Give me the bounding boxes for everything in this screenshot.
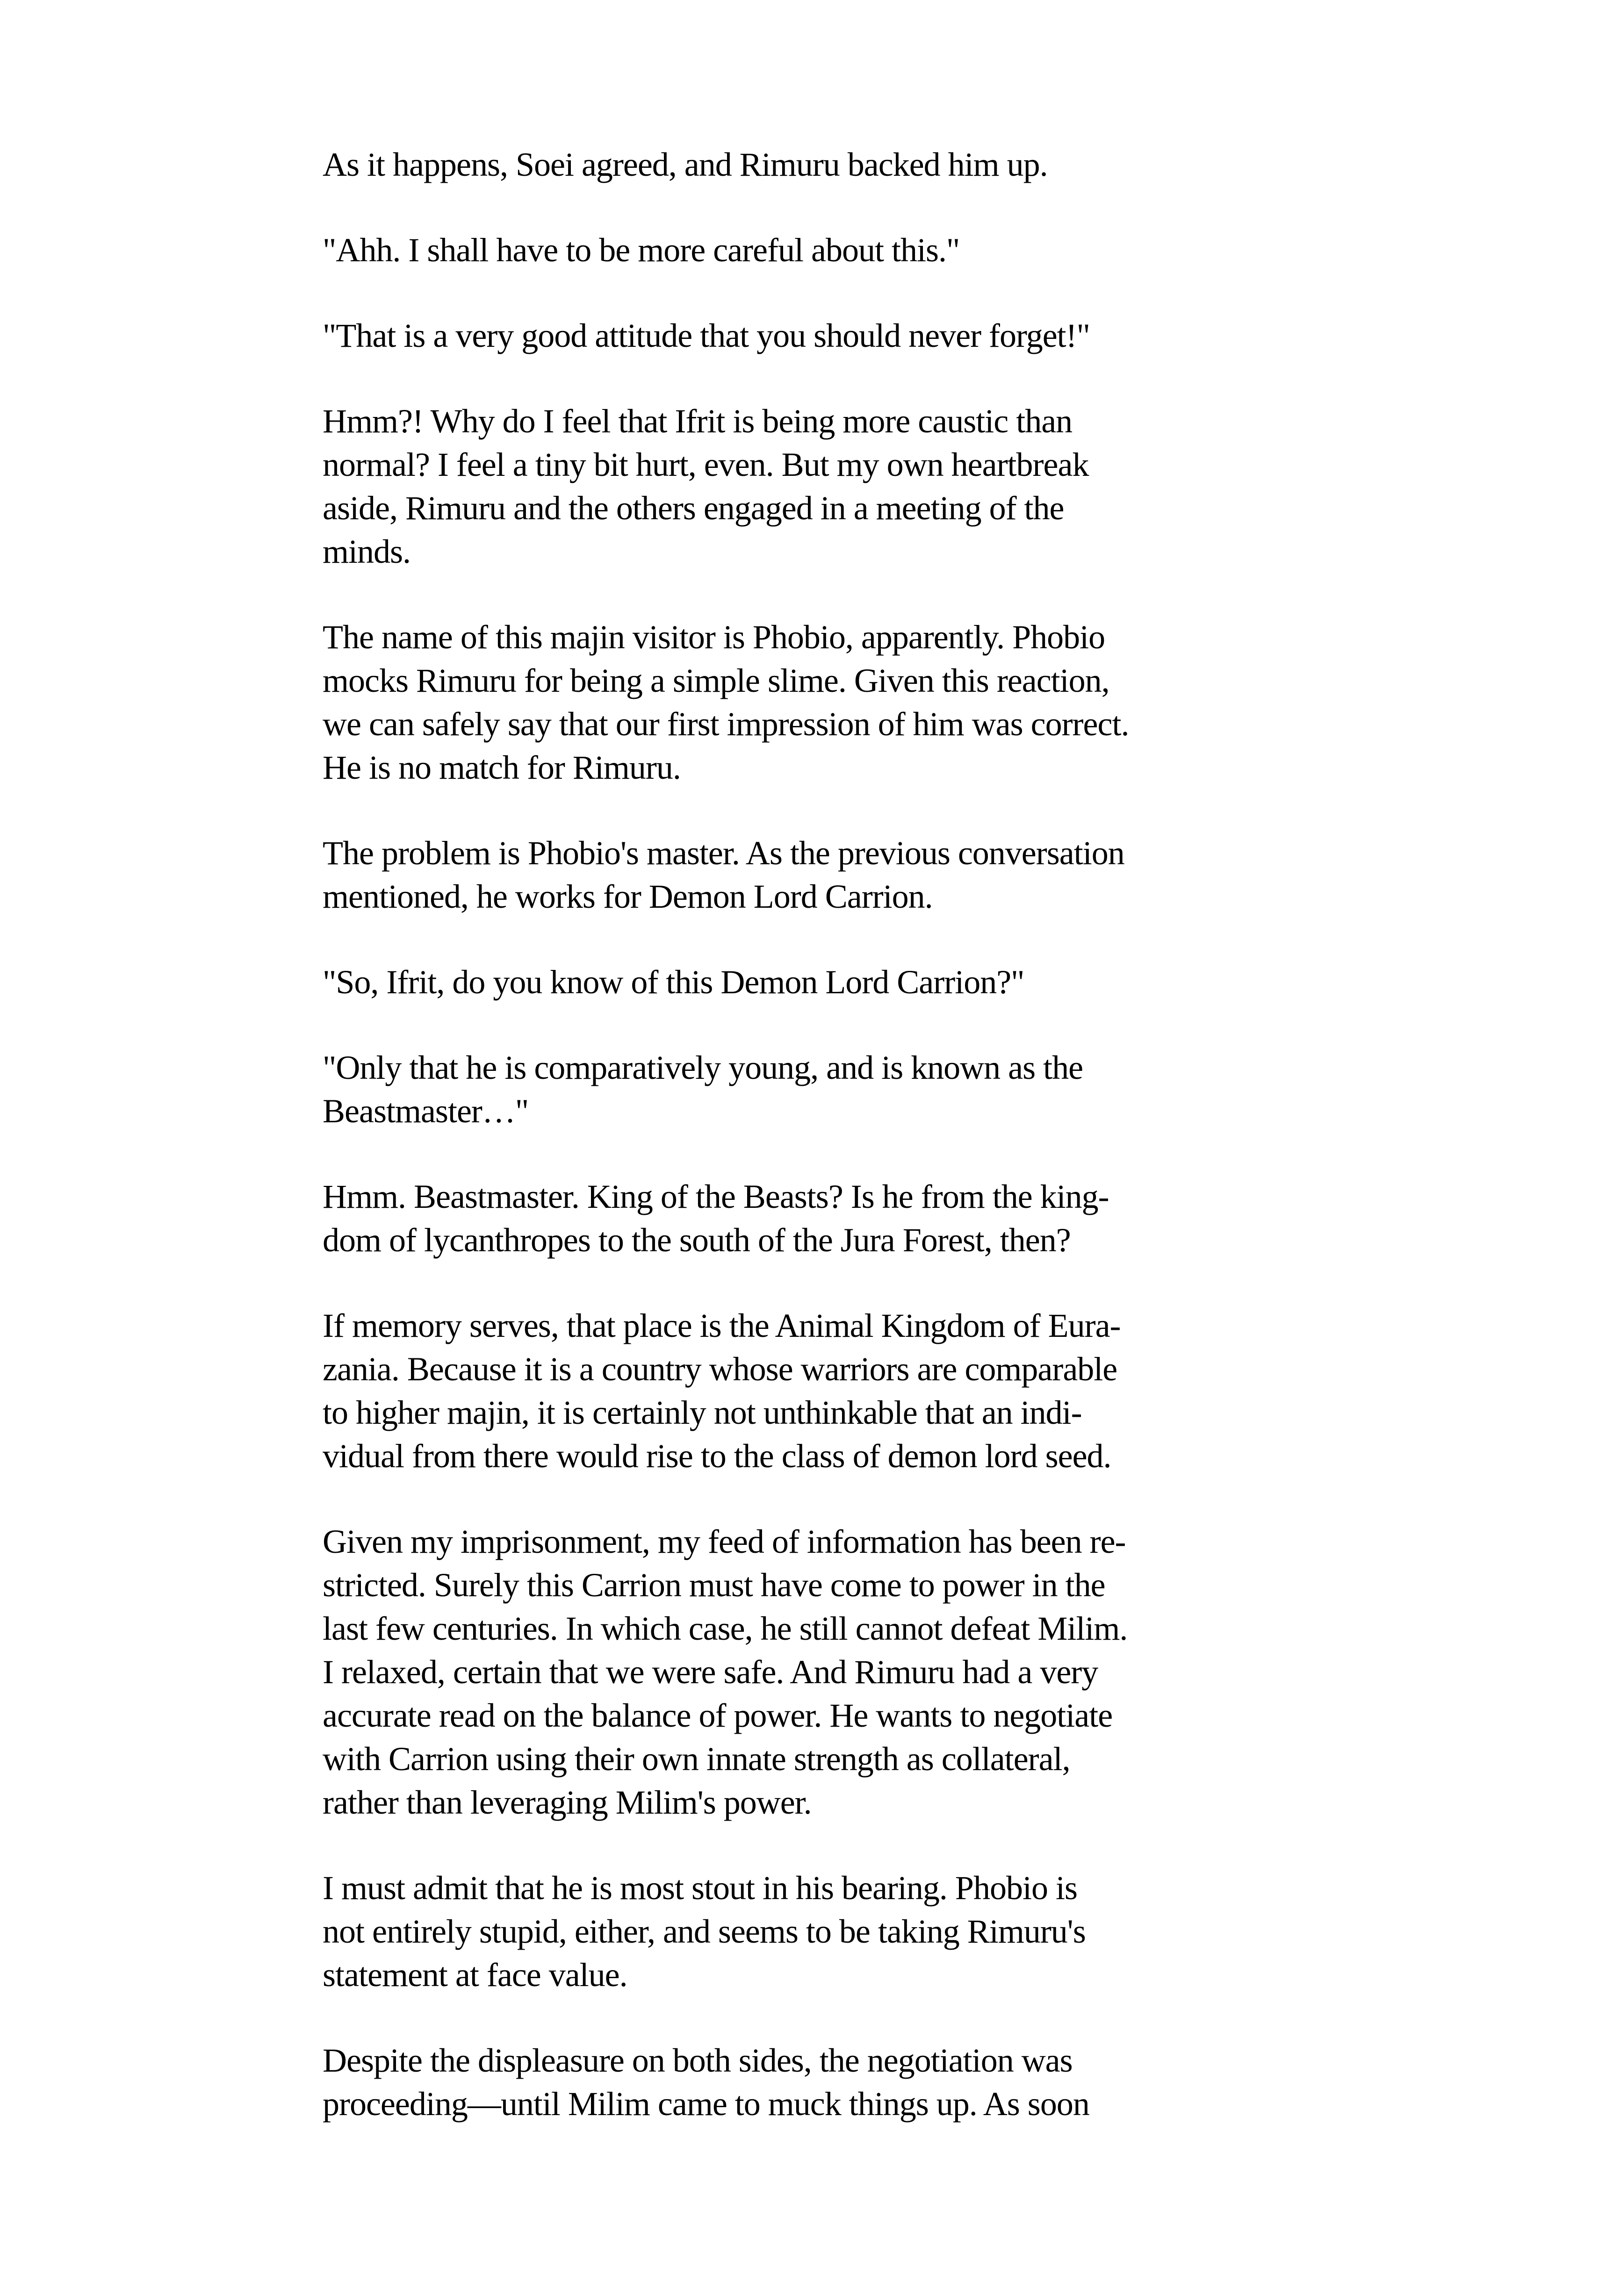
paragraph-2 xyxy=(323,229,1293,272)
text-line: with Carrion using their own innate strength as collateral, xyxy=(323,1740,1070,1778)
text-line: Beastmaster…" xyxy=(323,1092,529,1130)
paragraph-8 xyxy=(323,1046,1293,1133)
paragraph-5 xyxy=(323,616,1293,789)
text-line: The problem is Phobio's master. As the previous conversation xyxy=(323,834,1124,872)
text-line: Given my imprisonment, my feed of information has been re- xyxy=(323,1523,1126,1560)
text-column xyxy=(323,143,1293,2126)
text-line: I relaxed, certain that we were safe. And Rimuru had a very xyxy=(323,1653,1098,1691)
text-line: Hmm. Beastmaster. King of the Beasts? Is he from the king- xyxy=(323,1178,1109,1215)
text-line: "Only that he is comparatively young, and is known as the xyxy=(323,1049,1083,1086)
paragraph-6 xyxy=(323,832,1293,918)
text-line: last few centuries. In which case, he still cannot defeat Milim. xyxy=(323,1610,1128,1647)
paragraph-12 xyxy=(323,1866,1293,1997)
text-line: we can safely say that our first impression of him was correct. xyxy=(323,705,1129,743)
text-line: "That is a very good attitude that you should never forget!" xyxy=(323,317,1090,354)
paragraph-7 xyxy=(323,961,1293,1004)
text-line: dom of lycanthropes to the south of the Jura Forest, then? xyxy=(323,1221,1071,1259)
text-line: accurate read on the balance of power. He wants to negotiate xyxy=(323,1697,1113,1734)
text-line: statement at face value. xyxy=(323,1956,627,1994)
text-line: mocks Rimuru for being a simple slime. Given this reaction, xyxy=(323,662,1109,699)
text-line: rather than leveraging Milim's power. xyxy=(323,1784,812,1821)
paragraph-13 xyxy=(323,2039,1293,2126)
text-line: proceeding—until Milim came to muck things up. As soon xyxy=(323,2085,1089,2123)
text-line: As it happens, Soei agreed, and Rimuru backed him up. xyxy=(323,146,1048,183)
text-line: If memory serves, that place is the Animal Kingdom of Eura- xyxy=(323,1307,1121,1344)
text-line: not entirely stupid, either, and seems to be taking Rimuru's xyxy=(323,1913,1086,1950)
paragraph-4 xyxy=(323,400,1293,574)
paragraph-9 xyxy=(323,1175,1293,1262)
text-line: mentioned, he works for Demon Lord Carrion. xyxy=(323,878,933,915)
text-line: zania. Because it is a country whose warriors are comparable xyxy=(323,1350,1117,1388)
text-line: Hmm?! Why do I feel that Ifrit is being more caustic than xyxy=(323,402,1073,440)
text-line: "Ahh. I shall have to be more careful about this." xyxy=(323,231,960,269)
text-line: to higher majin, it is certainly not unthinkable that an indi- xyxy=(323,1394,1082,1431)
text-line: stricted. Surely this Carrion must have come to power in the xyxy=(323,1566,1105,1604)
text-line: Despite the displeasure on both sides, the negotiation was xyxy=(323,2042,1073,2079)
paragraph-1 xyxy=(323,143,1293,187)
text-line: I must admit that he is most stout in his bearing. Phobio is xyxy=(323,1869,1077,1907)
text-line: vidual from there would rise to the class of demon lord seed. xyxy=(323,1437,1111,1475)
paragraph-11 xyxy=(323,1520,1293,1824)
text-line: The name of this majin visitor is Phobio, apparently. Phobio xyxy=(323,618,1105,656)
paragraph-10 xyxy=(323,1304,1293,1478)
text-line: "So, Ifrit, do you know of this Demon Lord Carrion?" xyxy=(323,963,1024,1001)
text-line: minds. xyxy=(323,533,411,570)
text-line: aside, Rimuru and the others engaged in a meeting of the xyxy=(323,489,1064,527)
text-line: normal? I feel a tiny bit hurt, even. But my own heartbreak xyxy=(323,446,1089,483)
text-line: He is no match for Rimuru. xyxy=(323,749,681,786)
paragraph-3 xyxy=(323,314,1293,358)
